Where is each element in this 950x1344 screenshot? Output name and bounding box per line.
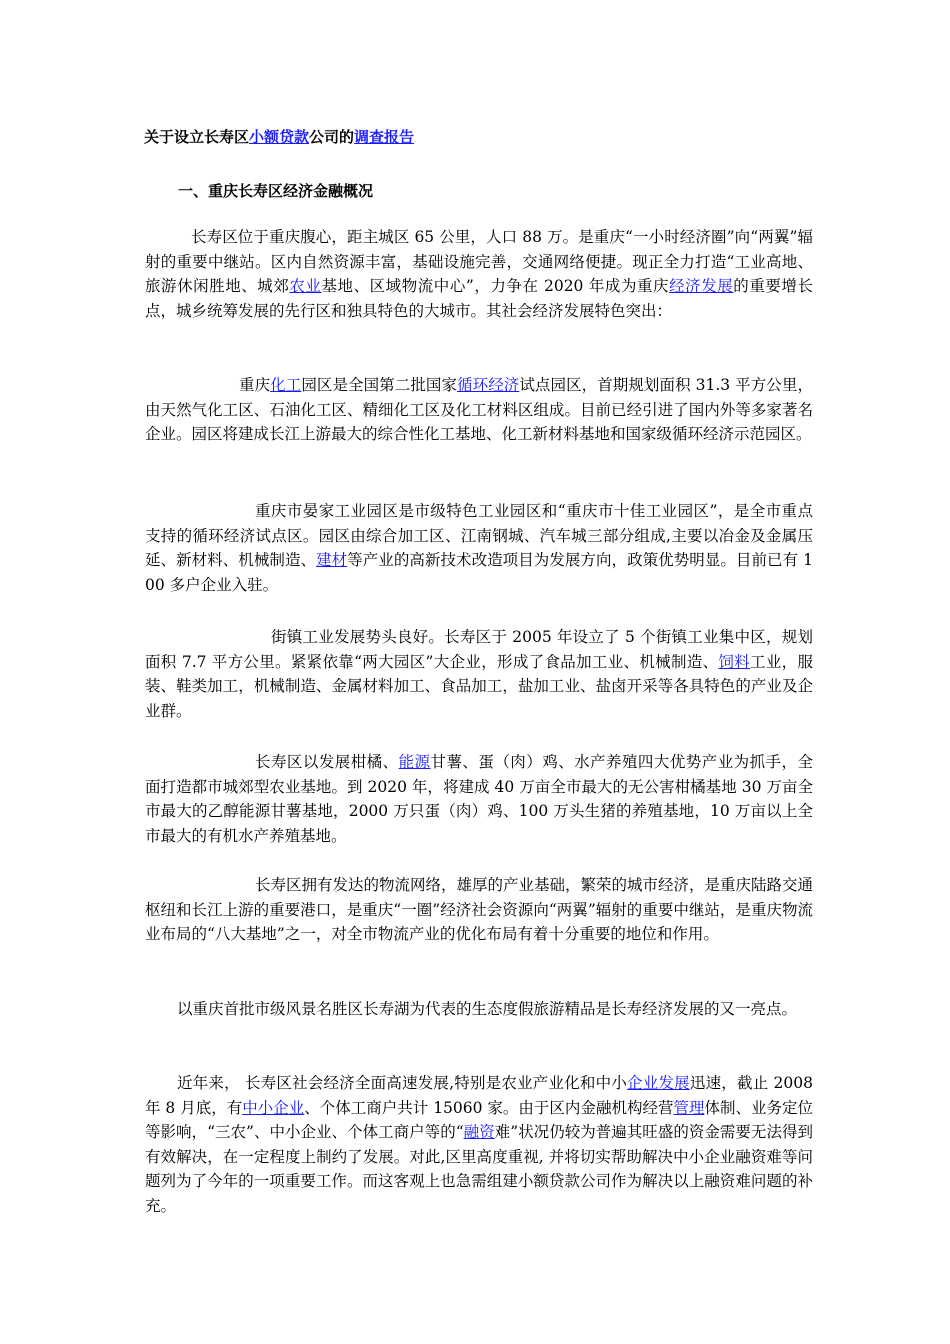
paragraph-text: 体制、业务定位等影响，“三农”、中小企业、个体工商户等的“ [145, 1098, 813, 1142]
link-feed[interactable]: 饲料 [718, 652, 751, 671]
link-agriculture[interactable]: 农业 [289, 277, 322, 296]
paragraph-text: 近年来， 长寿区社会经济全面高速发展,特别是农业产业化和中小 [177, 1074, 628, 1092]
link-circular-economy[interactable]: 循环经济 [457, 376, 520, 394]
link-sme[interactable]: 中小企业 [242, 1098, 305, 1117]
link-economic-development[interactable]: 经济发展 [669, 277, 734, 296]
paragraph-text: 街镇工业发展势头良好。长寿区于 2005 年设立了 5 个街镇工业集中区，规划面积 7.7 平方公里。紧紧依靠“两大园区”大企业，形成了食品加工业、机械制造、 [145, 628, 813, 671]
link-building-materials[interactable]: 建材 [316, 551, 348, 570]
paragraph-text: 难”状况仍较为普遍其旺盛的资金需要无法得到有效解决，在一定程度上制约了发展。对此,区里高度重视, 并将切实帮助解决中小企业融资难等问题列为了今年的一项重要工作。而这客观上也急需组建小额贷款公司作为解决以上融资难问题的补充。 [145, 1123, 813, 1215]
paragraph-text: 重庆市晏家工业园区是市级特色工业园区和“重庆市十佳工业园区”，是全市重点支持的循环经济试点区。园区由综合加工区、江南钢城、汽车城三部分组成,主要以冶金及金属压延、新材料、机械制造、 [145, 502, 813, 570]
paragraph-recent-development [145, 1071, 813, 1219]
link-enterprise-development[interactable]: 企业发展 [627, 1074, 690, 1092]
paragraph-agriculture [145, 750, 813, 848]
link-microcredit[interactable]: 小额贷款 [249, 128, 310, 146]
paragraph-text: 工业，服装、鞋类加工，机械制造、金属材料加工、食品加工，盐加工业、盐卤开采等各具特色的产业及企业群。 [145, 652, 813, 720]
paragraph-town-industry [145, 625, 813, 723]
paragraph-text: 以重庆首批市级风景名胜区长寿湖为代表的生态度假旅游精品是长寿经济发展的又一亮点。 [177, 1000, 798, 1018]
paragraph-text: 、个体工商户共计 15060 家。由于区内金融机构经营 [304, 1098, 674, 1117]
link-energy[interactable]: 能源 [398, 753, 431, 771]
paragraph-text: 重庆 [239, 376, 271, 394]
link-management[interactable]: 管理 [673, 1098, 705, 1117]
paragraph-text: 等产业的高新技术改造项目为发展方向，政策优势明显。目前已有 100 多户企业入驻。 [145, 551, 813, 594]
paragraph-text: 试点园区，首期规划面积 31.3 平方公里，由天然气化工区、石油化工区、精细化工区及化工材料区组成。目前已经引进了国内外等多家著名企业。园区将建成长江上游最大的综合性化工基地、化工新材料基地和国家级循环经济示范园区。 [145, 376, 813, 444]
paragraph-chemical-park [145, 373, 813, 447]
document-title [144, 126, 414, 147]
link-survey-report[interactable]: 调查报告 [354, 128, 415, 146]
paragraph-text: 的重要增长点，城乡统筹发展的先行区和独具特色的大城市。其社会经济发展特色突出： [145, 277, 813, 320]
paragraph-text: 长寿区位于重庆腹心，距主城区 65 公里，人口 88 万。是重庆“一小时经济圈”向“两翼”辐射的重要中继站。区内自然资源丰富，基础设施完善，交通网络便捷。现正全力打造“工业高地、旅游休闲胜地、城郊 [145, 228, 813, 296]
paragraph-logistics [145, 873, 813, 947]
paragraph-text: 园区是全国第二批国家 [301, 376, 458, 394]
paragraph-text: 基地、区域物流中心”，力争在 2020 年成为重庆 [321, 277, 670, 296]
title-text: 关于设立长寿区 [144, 128, 250, 146]
paragraph-tourism [145, 997, 813, 1022]
paragraph-text: 长寿区拥有发达的物流网络，雄厚的产业基础，繁荣的城市经济，是重庆陆路交通枢纽和长江上游的重要港口，是重庆“一圈”经济社会资源向“两翼”辐射的重要中继站，是重庆物流业布局的“八大基地”之一，对全市物流产业的优化布局有着十分重要的地位和作用。 [145, 876, 814, 944]
paragraph-yanjia-park [145, 499, 813, 597]
paragraph-text: 甘薯、蛋（肉）鸡、水产养殖四大优势产业为抓手，全面打造都市城郊型农业基地。到 2020 年，将建成 40 万亩全市最大的无公害柑橘基地 30 万亩全市最大的乙醇能源甘薯基地，2000 万只蛋（肉）鸡、100 万头生猪的养殖基地，10 万亩以上全市最大的有机水产养殖基地。 [145, 753, 813, 845]
paragraph-text: 长寿区以发展柑橘、 [255, 753, 399, 771]
title-text: 公司的 [309, 128, 355, 146]
paragraph-overview [145, 225, 813, 323]
paragraph-text: 迅速，截止 2008 年 8 月底，有 [145, 1074, 813, 1117]
section-heading: 一、重庆长寿区经济金融概况 [178, 182, 374, 200]
link-financing[interactable]: 融资 [463, 1123, 495, 1142]
link-chemical[interactable]: 化工 [270, 376, 302, 394]
